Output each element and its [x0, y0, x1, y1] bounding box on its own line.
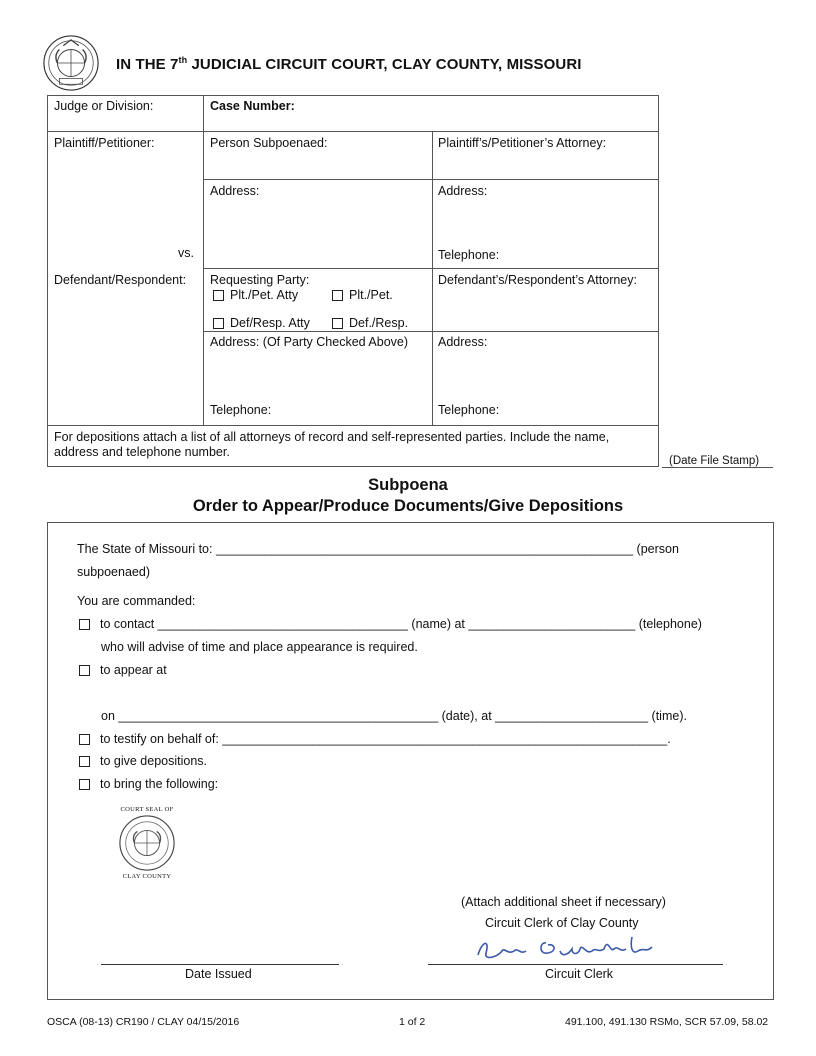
- state-line: The State of Missouri to: ____________________________________________________________ (person: [77, 542, 679, 556]
- state-line-cont: subpoenaed): [77, 565, 150, 579]
- checkbox-icon[interactable]: [79, 756, 90, 767]
- court-title: IN THE 7th JUDICIAL CIRCUIT COURT, CLAY COUNTY, MISSOURI: [116, 55, 582, 73]
- vs-label: vs.: [178, 246, 194, 260]
- checkbox-plt-atty[interactable]: Plt./Pet. Atty: [213, 288, 298, 302]
- checkbox-plt[interactable]: Plt./Pet.: [332, 288, 393, 302]
- depositions-option[interactable]: to give depositions.: [79, 754, 207, 768]
- defendant-attorney-telephone-label: Telephone:: [438, 403, 500, 417]
- checkbox-icon[interactable]: [79, 734, 90, 745]
- testify-option[interactable]: to testify on behalf of: ________________________________________________________________.: [79, 732, 671, 746]
- on-date-line: on ______________________________________________ (date), at ______________________ (time).: [101, 709, 687, 723]
- contact-option[interactable]: to contact ____________________________________ (name) at ________________________ (telephone): [79, 617, 702, 631]
- attach-note: (Attach additional sheet if necessary): [461, 895, 666, 909]
- date-file-stamp-label: (Date File Stamp): [669, 455, 760, 467]
- checkbox-icon[interactable]: [213, 290, 224, 301]
- seal-bottom-text: CLAY COUNTY: [122, 873, 172, 880]
- subpoena-body: [47, 522, 774, 1000]
- clerk-of-label: Circuit Clerk of Clay County: [485, 916, 639, 930]
- depositions-note-cont: address and telephone number.: [54, 445, 230, 459]
- bring-option[interactable]: to bring the following:: [79, 777, 218, 791]
- case-number-label: Case Number:: [210, 99, 295, 113]
- footer-page-number: 1 of 2: [399, 1016, 426, 1028]
- defendant-attorney-address-label: Address:: [438, 335, 488, 349]
- depositions-note: For depositions attach a list of all attorneys of record and self-represented parties. Include the name,: [54, 430, 610, 444]
- checkbox-icon[interactable]: [332, 318, 343, 329]
- checkbox-icon[interactable]: [79, 779, 90, 790]
- date-issued-line: [101, 964, 339, 965]
- circuit-clerk-label: Circuit Clerk: [545, 967, 614, 981]
- case-header-table: [47, 95, 659, 467]
- footer-form-id: OSCA (08-13) CR190 / CLAY 04/15/2016: [47, 1016, 240, 1028]
- defendant-attorney-label: Defendant’s/Respondent’s Attorney:: [438, 273, 637, 287]
- plaintiff-attorney-label: Plaintiff’s/Petitioner’s Attorney:: [438, 136, 607, 150]
- footer-statutes: 491.100, 491.130 RSMo, SCR 57.09, 58.02: [565, 1016, 769, 1028]
- appear-option[interactable]: to appear at: [79, 663, 167, 677]
- subpoena-subtitle: Order to Appear/Produce Documents/Give Depositions: [192, 497, 624, 515]
- seal-top-text: COURT SEAL OF: [120, 806, 174, 813]
- party-telephone-label: Telephone:: [210, 403, 272, 417]
- date-file-stamp-line: [662, 467, 773, 468]
- commanded-label: You are commanded:: [77, 594, 196, 608]
- checkbox-icon[interactable]: [213, 318, 224, 329]
- checkbox-icon[interactable]: [332, 290, 343, 301]
- judge-division-label: Judge or Division:: [54, 99, 154, 113]
- subpoena-title: Subpoena: [368, 476, 448, 494]
- checkbox-icon[interactable]: [79, 665, 90, 676]
- advise-line: who will advise of time and place appearance is required.: [101, 640, 418, 654]
- court-seal-icon: [118, 814, 176, 872]
- plaintiff-label: Plaintiff/Petitioner:: [54, 136, 155, 150]
- checkbox-def-atty[interactable]: Def/Resp. Atty: [213, 316, 310, 330]
- plaintiff-attorney-address-label: Address:: [438, 184, 488, 198]
- clerk-signature: [468, 933, 678, 967]
- defendant-label: Defendant/Respondent:: [54, 273, 187, 287]
- clay-county-court-seal: [110, 806, 184, 882]
- party-address-label: Address: (Of Party Checked Above): [210, 335, 409, 349]
- missouri-seal-icon: [42, 34, 100, 92]
- date-issued-label: Date Issued: [185, 967, 252, 981]
- requesting-party-label: Requesting Party:: [210, 273, 310, 287]
- plaintiff-attorney-telephone-label: Telephone:: [438, 248, 500, 262]
- checkbox-def[interactable]: Def./Resp.: [332, 316, 408, 330]
- person-subpoenaed-label: Person Subpoenaed:: [210, 136, 328, 150]
- checkbox-icon[interactable]: [79, 619, 90, 630]
- subpoenaed-address-label: Address:: [210, 184, 260, 198]
